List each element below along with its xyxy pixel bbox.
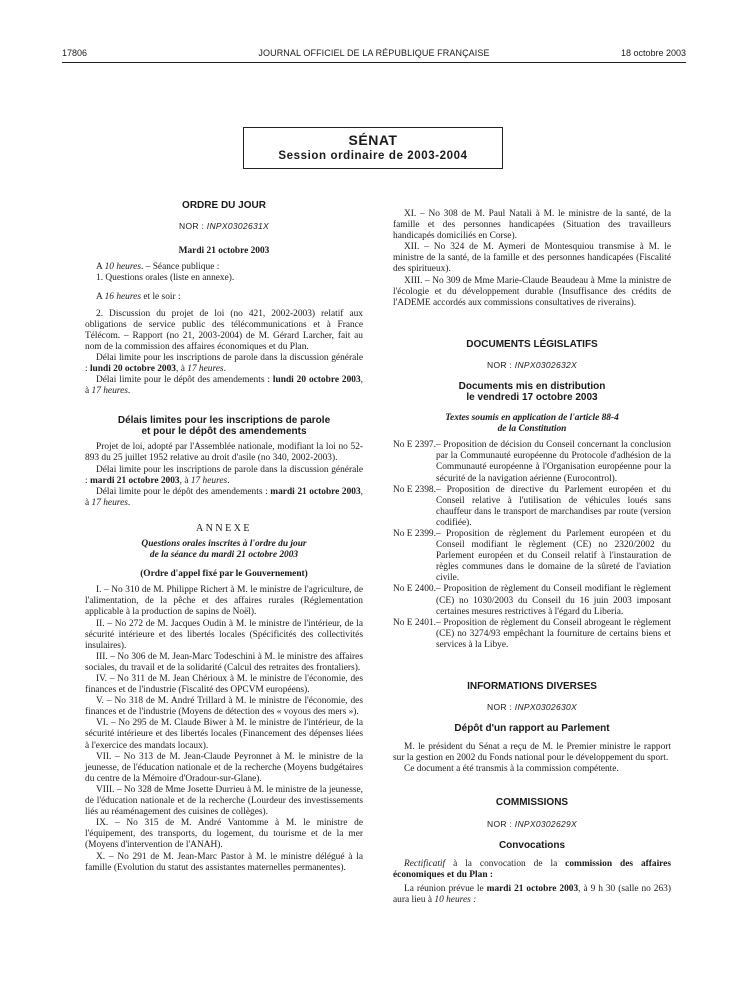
page-header — [62, 48, 686, 62]
question-item: VII. – No 313 de M. Jean-Claude Peyronnet à M. le ministre de la jeunesse, de l'éducation nationale et de la recherche (Moyens budgétaires du centre de la Mémoire d'Oradour-sur-Glane). — [85, 751, 363, 784]
depot-paragraph: M. le président du Sénat a reçu de M. le Premier ministre le rapport sur la gestion en 2002 du Fonds national pour le développement du sport. — [393, 742, 671, 764]
entry-number: No E 2401. — [393, 617, 436, 628]
entry-text: – Proposition de règlement du Conseil abrogeant le règlement (CE) no 3274/93 empêchant la fourniture de certains biens et services à la Libye. — [435, 617, 671, 650]
informations-diverses-title: INFORMATIONS DIVERSES — [467, 681, 597, 692]
question-list-continued — [393, 209, 671, 309]
delai-4: Délai limite pour le dépôt des amendements : mardi 21 octobre 2003, à 17 heures. — [85, 486, 363, 508]
right-column — [393, 209, 671, 906]
question-item: VIII. – No 328 de Mme Josette Durrieu à M. le ministre de la jeunesse, de l'éducation nationale et de la recherche (Lourdeur des investissements liés au réaménagement des cuisines de collèges). — [85, 784, 363, 818]
page-number: 17806 — [62, 48, 88, 58]
left-column — [85, 200, 363, 874]
entry-text: – Proposition de règlement du Conseil modifiant le règlement (CE) no 1030/2003 du Conseil du 16 juin 2003 imposant certaines mesures restrictives à l'égard du Liberia. — [435, 584, 671, 617]
day-title: Mardi 21 octobre 2003 — [178, 246, 270, 257]
commissions-nor: NOR : INPX0302629X — [487, 818, 577, 829]
question-item: XI. – No 308 de M. Paul Natali à M. le ministre de la santé, de la famille et des personnes handicapées (Situation des travailleurs handicapés domiciliés en Corse). — [393, 209, 671, 242]
item-2: 2. Discussion du projet de loi (no 421, 2002-2003) relatif aux obligations de service public des télécommunications et à France Télécom. – Rapport (no 21, 2003-2004) de M. Gérard Larcher, fait au nom de la commission des affaires économiques et du Plan. — [85, 308, 363, 352]
textes-title: Textes soumis en application de l'article 88-4 de la Constitution — [445, 413, 619, 435]
question-item: VI. – No 295 de M. Claude Biwer à M. le ministre de l'intérieur, de la sécurité intérieure et des libertés locales (Financement des dépenses liées à l'exercice des mandats locaux). — [85, 718, 363, 751]
question-item: V. – No 318 de M. André Trillard à M. le ministre de l'économie, des finances et de l'industrie (Moyens de détection des « voyous des mers »). — [85, 696, 363, 718]
delais-title: Délais limites pour les inscriptions de parole et pour le dépôt des amendements — [117, 415, 331, 438]
question-item: I. – No 310 de M. Philippe Richert à M. le ministre de l'agriculture, de l'alimentation, de la pêche et des affaires rurales (Réglementation applicable à la production de sapins de Noël). — [85, 585, 363, 618]
question-item: X. – No 291 de M. Jean-Marc Pastor à M. le ministre délégué à la famille (Evolution du statut des assistantes maternelles permanentes). — [85, 851, 363, 873]
projet-loi: Projet de loi, adopté par l'Assemblée nationale, modifiant la loi no 52-893 du 25 juillet 1952 relative au droit d'asile (no 340, 2002-2003). — [85, 442, 363, 464]
entry-text: – Proposition de directive du Parlement européen et du Conseil relative à l'utilisation de véhicules loués sans chauffeur dans le transport de marchandises par route (version codifiée). — [435, 484, 671, 528]
senat-title-box — [243, 127, 503, 169]
ordre-du-jour-title: ORDRE DU JOUR — [182, 200, 266, 211]
evening-line: A 16 heures et le soir : — [96, 292, 181, 303]
delai-1: Délai limite pour les inscriptions de parole dans la discussion générale : lundi 20 octobre 2003, à 17 heures. — [85, 352, 363, 375]
questions-title: Questions orales inscrites à l'ordre du jour de la séance du mardi 21 octobre 2003 — [141, 538, 307, 561]
documents-nor: NOR : INPX0302632X — [487, 359, 577, 370]
entry-text: – Proposition de règlement du Parlement européen et du Conseil modifiant le règlement (CE) no 2320/2002 du Parlement européen et du Conseil relatif à l'instauration de règles communes dans le domaine de la sûreté de l'aviation civile. — [435, 528, 671, 584]
session-subtitle: Session ordinaire de 2003-2004 — [278, 150, 468, 162]
journal-title: JOURNAL OFFICIEL DE LA RÉPUBLIQUE FRANÇAISE — [258, 48, 490, 58]
depot-title: Dépôt d'un rapport au Parlement — [454, 723, 610, 735]
delai-3: Délai limite pour les inscriptions de parole dans la discussion générale : mardi 21 octobre 2003, à 17 heures. — [85, 464, 363, 486]
documents-subtitle: Documents mis en distribution le vendredi 17 octobre 2003 — [458, 381, 606, 404]
question-item: XII. – No 324 de M. Aymeri de Montesquiou transmise à M. le ministre de la santé, de la famille et des personnes handicapées (Fiscalité des spiritueux). — [393, 242, 671, 275]
reunion-notice: La réunion prévue le mardi 21 octobre 2003, à 9 h 30 (salle no 263) aura lieu à 10 heures : — [393, 883, 671, 905]
morning-line: A 10 heures. – Séance publique : — [96, 262, 220, 273]
header-rule — [62, 62, 686, 63]
question-list — [85, 585, 363, 873]
ordre-appel: (Ordre d'appel fixé par le Gouvernement) — [140, 569, 308, 580]
header-date: 18 octobre 2003 — [620, 48, 686, 58]
entry-number: No E 2399. — [393, 528, 436, 539]
entry-number: No E 2400. — [393, 584, 436, 595]
depot-transmission: Ce document a été transmis à la commission compétente. — [404, 764, 619, 775]
question-item: XIII. – No 309 de Mme Marie-Claude Beaudeau à Mme la ministre de l'écologie et du développement durable (Insuffisance des crédits de l'ADEME accordés aux commissions consultatives de riverains). — [393, 275, 671, 308]
question-item: IX. – No 315 de M. André Vantomme à M. le ministre de l'équipement, des transports, du logement, du tourisme et de la mer (Moyens d'intervention de l'ANAH). — [85, 818, 363, 851]
question-item: II. – No 272 de M. Jacques Oudin à M. le ministre de l'intérieur, de la sécurité intérieure et des libertés locales (Spécificités des collectivités insulaires). — [85, 618, 363, 651]
document-entry-list — [393, 440, 671, 651]
documents-legislatifs-title: DOCUMENTS LÉGISLATIFS — [466, 338, 598, 350]
ordre-nor: NOR : INPX0302631X — [179, 221, 269, 232]
convocations-title: Convocations — [498, 839, 566, 851]
document-entry — [393, 584, 671, 617]
question-item: IV. – No 311 de M. Jean Chérioux à M. le ministre de l'économie, des finances et de l'industrie (Fiscalité des OPCVM européens). — [85, 674, 363, 696]
document-entry — [393, 618, 671, 651]
entry-number: No E 2397. — [393, 440, 436, 451]
entry-number: No E 2398. — [393, 484, 436, 495]
document-entry — [393, 485, 671, 529]
info-nor: NOR : INPX0302630X — [487, 702, 577, 713]
item-1: 1. Questions orales (liste en annexe). — [96, 273, 235, 284]
document-entry — [393, 440, 671, 484]
rectificatif: Rectificatif à la convocation de la commission des affaires économiques et du Plan : — [393, 858, 671, 880]
document-entry — [393, 529, 671, 584]
annexe-title: ANNEXE — [195, 522, 253, 534]
delai-2: Délai limite pour le dépôt des amendements : lundi 20 octobre 2003, à 17 heures. — [85, 375, 363, 397]
entry-text: – Proposition de décision du Conseil concernant la conclusion par la Communauté européenne du Protocole d'adhésion de la Communauté européenne à l'Organisation européenne pour la sécurité de la navigation aérienne (Eurocontrol). — [435, 440, 671, 484]
question-item: III. – No 306 de M. Jean-Marc Todeschini à M. le ministre des affaires sociales, du travail et de la solidarité (Calcul des retraites des frontaliers). — [85, 651, 363, 673]
senat-title: SÉNAT — [348, 132, 398, 148]
commissions-title: COMMISSIONS — [495, 797, 569, 809]
